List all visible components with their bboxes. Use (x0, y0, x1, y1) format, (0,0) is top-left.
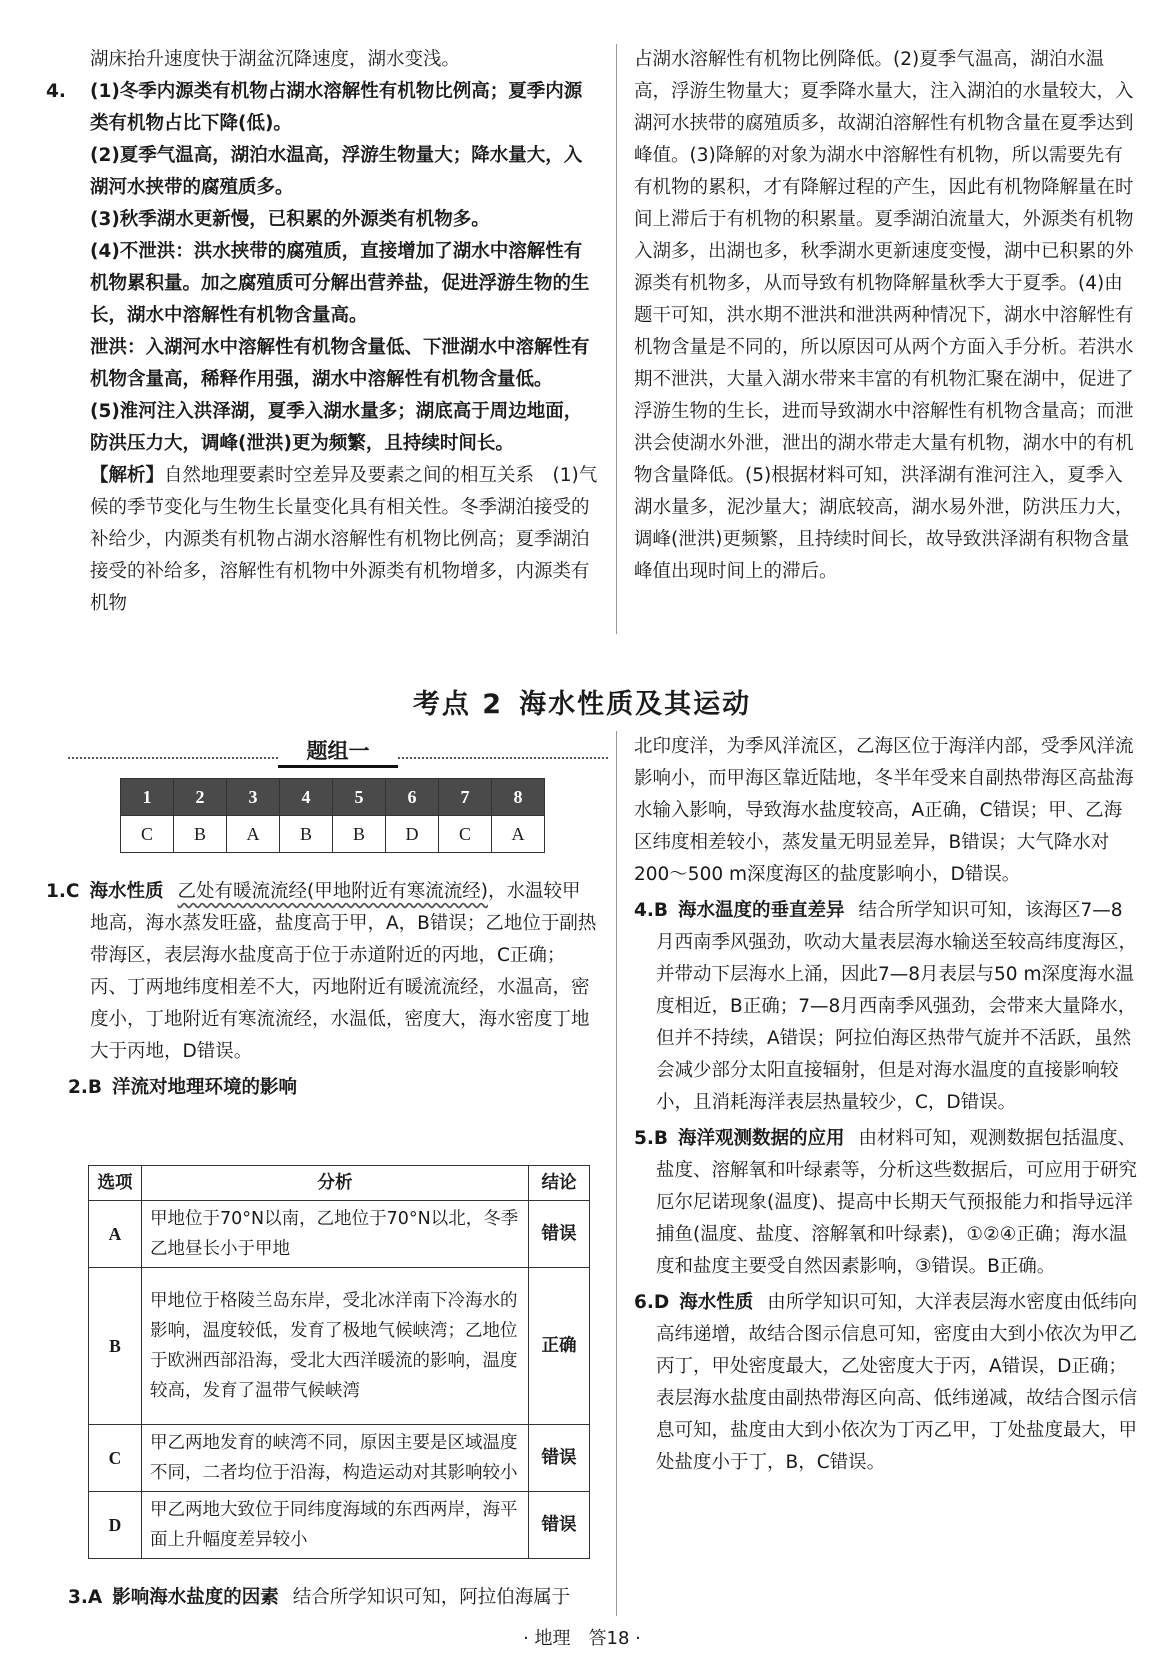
answer-number: 1 (121, 779, 174, 816)
q3-text: 结合所学知识可知，阿拉伯海属于 (292, 1587, 571, 1608)
q4-answer-4a: (4)不泄洪：洪水挟带的腐殖质，直接增加了湖水中溶解性有机物累积量。加之腐殖质可分解出营养盐，促进浮游生物的生长，湖水中溶解性有机物含量高。 (90, 241, 590, 326)
group-rule-right (398, 757, 608, 759)
q2-number: 2.B (68, 1077, 103, 1098)
q1-topic: 海水性质 (89, 881, 164, 902)
section-name: 海水性质及其运动 (519, 689, 752, 720)
answer-letter: A (227, 816, 280, 853)
q3-number: 3.A (68, 1587, 103, 1608)
answer-letter: A (492, 816, 545, 853)
table-row (89, 1425, 590, 1492)
top-left-column (46, 44, 598, 620)
row-result: 错误 (529, 1425, 590, 1492)
answer-number: 3 (227, 779, 280, 816)
answer-letter: B (174, 816, 227, 853)
row-analysis: 甲乙两地大致位于同纬度海域的东西两岸，海平面上升幅度差异较小 (142, 1492, 529, 1559)
group-label: 题组一 (278, 737, 398, 768)
q5-number: 5.B (634, 1128, 669, 1149)
q2-header (68, 1072, 598, 1104)
group-rule-left (68, 757, 278, 759)
q4b-number: 4.B (634, 900, 669, 921)
table-row (89, 1492, 590, 1559)
q3-topic: 影响海水盐度的因素 (112, 1587, 279, 1608)
answer-number: 4 (280, 779, 333, 816)
answer-number: 7 (439, 779, 492, 816)
q4-answer-4b: 泄洪：入湖河水中溶解性有机物含量低、下泄湖水中溶解性有机物含量高，稀释作用强，湖水中溶解性有机物含量低。 (90, 337, 590, 390)
table-row (89, 1268, 590, 1425)
q6-number: 6.D (634, 1292, 670, 1313)
q4-answer-2: (2)夏季气温高，湖泊水温高，浮游生物量大；降水量大，入湖河水挟带的腐殖质多。 (90, 145, 583, 198)
section-title (0, 682, 1164, 721)
answer-letter: C (439, 816, 492, 853)
column-divider-bottom (616, 731, 617, 1616)
q4-analysis: 【解析】自然地理要素时空差异及要素之间的相互关系 (1)气候的季节变化与生物生长量变化具有相关性。冬季湖泊接受的补给少，内源类有机物占湖水溶解性有机物比例高；夏季湖泊接受的补给多，溶解性有机物中外源类有机物增多，内源类有机物 (90, 465, 598, 614)
row-analysis: 甲地位于格陵兰岛东岸，受北冰洋南下冷海水的影响，温度较低，发育了极地气候峡湾；乙地位于欧洲西部沿海，受北大西洋暖流的影响，温度较高，发育了温带气候峡湾 (142, 1268, 529, 1425)
table-header-row (89, 1166, 590, 1201)
q4-number: 4. (46, 81, 66, 102)
q2-analysis-table (88, 1165, 590, 1559)
bottom-right-column (634, 731, 1139, 1479)
row-result: 错误 (529, 1492, 590, 1559)
row-analysis: 甲地位于70°N以南，乙地位于70°N以北，冬季乙地昼长小于甲地 (142, 1201, 529, 1268)
answer-key-letters (121, 816, 545, 853)
header-option: 选项 (89, 1166, 142, 1201)
row-option: D (89, 1492, 142, 1559)
q1-underlined: 乙处有暖流流经(甲地附近有寒流流经) (177, 881, 488, 902)
q1-number: 1.C (46, 881, 80, 902)
answer-key-table (120, 778, 545, 853)
q4-answer-5: (5)淮河注入洪泽湖，夏季入湖水量多；湖底高于周边地面，防洪压力大，调峰(泄洪)更为频繁，且持续时间长。 (90, 401, 583, 454)
q4-analysis-continued: 占湖水溶解性有机物比例降低。(2)夏季气温高，湖泊水温高，浮游生物量大；夏季降水量大，注入湖泊的水量较大，入湖河水挟带的腐殖质多，故湖泊溶解性有机物含量在夏季达到峰值。(3)降解的对象为湖水中溶解性有机物，所以需要先有有机物的累积，才有降解过程的产生，因此有机物降解量在时间上滞后于有机物的积累量。夏季湖泊流量大，外源类有机物入湖多，出湖也多，秋季湖水更新速度变慢，湖中已积累的外源类有机物多，从而导致有机物降解量秋季大于夏季。(4)由题干可知，洪水期不泄洪和泄洪两种情况下，湖水中溶解性有机物含量是不同的，所以原因可从两个方面入手分析。若洪水期不泄洪，大量入湖水带来丰富的有机物汇聚在湖中，促进了浮游生物的生长，进而导致湖水中溶解性有机物含量高；而泄洪会使湖水外泄，泄出的湖水带走大量有机物，湖水中的有机物含量降低。(5)根据材料可知，洪泽湖有淮河注入，夏季入湖水量多，泥沙量大；湖底较高，湖水易外泄，防洪压力大，调峰(泄洪)更频繁，且持续时间长，故导致洪泽湖有积物含量峰值出现时间上的滞后。 (634, 49, 1134, 582)
q6-explanation: 6.D 海水性质 由所学知识可知，大洋表层海水密度由低纬向高纬递增，故结合图示信息可知，密度由大到小依次为甲乙丙丁，甲处密度最大，乙处密度大于丙，A错误，D正确；表层海水盐度由副热带海区向高、低纬递减，故结合图示信息可知，盐度由大到小依次为丁丙乙甲，丁处盐度最大，甲处盐度小于丁，B，C错误。 (634, 1292, 1138, 1473)
row-result: 错误 (529, 1201, 590, 1268)
q4b-topic: 海水温度的垂直差异 (678, 900, 845, 921)
answer-letter: D (386, 816, 439, 853)
q3-explanation-continued: 北印度洋，为季风洋流区，乙海区位于海洋内部，受季风洋流影响小，而甲海区靠近陆地，冬半年受来自副热带海区高盐海水输入影响，导致海水盐度较高，A正确，C错误；甲、乙海区纬度相差较小，蒸发量无明显差异，B错误；大气降水对200～500 m深度海区的盐度影响小，D错误。 (634, 736, 1134, 885)
top-right-column (634, 44, 1139, 588)
row-analysis: 甲乙两地发育的峡湾不同，原因主要是区域温度不同，二者均位于沿海，构造运动对其影响较小 (142, 1425, 529, 1492)
q6-topic: 海水性质 (679, 1292, 754, 1313)
q4-answer-1: 4. (1)冬季内源类有机物占湖水溶解性有机物比例高；夏季内源类有机物占比下降(低)。 (68, 76, 598, 140)
bottom-left-column (46, 876, 598, 1104)
continued-answer-line: 湖床抬升速度快于湖盆沉降速度，湖水变浅。 (90, 49, 461, 70)
answer-number: 5 (333, 779, 386, 816)
answer-number: 8 (492, 779, 545, 816)
column-divider-top (616, 44, 617, 634)
answer-number: 2 (174, 779, 227, 816)
analysis-label: 【解析】 (90, 465, 165, 486)
page-footer: · 地理 答18 · (523, 1628, 641, 1649)
row-option: B (89, 1268, 142, 1425)
answer-letter: B (280, 816, 333, 853)
header-result: 结论 (529, 1166, 590, 1201)
q5-topic: 海洋观测数据的应用 (678, 1128, 845, 1149)
answer-number: 6 (386, 779, 439, 816)
answer-letter: B (333, 816, 386, 853)
answer-letter: C (121, 816, 174, 853)
q2-topic: 洋流对地理环境的影响 (112, 1077, 298, 1098)
q3-start (68, 1582, 598, 1614)
row-option: A (89, 1201, 142, 1268)
answer-key-numbers (121, 779, 545, 816)
row-result: 正确 (529, 1268, 590, 1425)
q4-explanation: 4.B 海水温度的垂直差异 结合所学知识可知，该海区7—8月西南季风强劲，吹动大量表层海水输送至较高纬度海区，并带动下层海水上涌，因此7—8月表层与50 m深度海水温度相近，B正确；7—8月西南季风强劲，会带来大量降水，但并不持续，A错误；阿拉伯海区热带气旋并不活跃，虽然会减少部分太阳直接辐射，但是对海水温度的直接影响较小，且消耗海洋表层热量较少，C，D错误。 (634, 900, 1138, 1113)
header-analysis: 分析 (142, 1166, 529, 1201)
q4-answer-3: (3)秋季湖水更新慢，已积累的外源类有机物多。 (90, 209, 490, 230)
q5-explanation: 5.B 海洋观测数据的应用 由材料可知，观测数据包括温度、盐度、溶解氧和叶绿素等，分析这些数据后，可应用于研究厄尔尼诺现象(温度)、提高中长期天气预报能力和指导远洋捕鱼(温度、盐度、溶解氧和叶绿素)，①②④正确；海水温度和盐度主要受自然因素影响，③错误。B正确。 (634, 1128, 1138, 1277)
table-row (89, 1201, 590, 1268)
group-header (68, 737, 608, 767)
row-option: C (89, 1425, 142, 1492)
section-prefix: 考点 2 (412, 689, 504, 720)
q1-explanation: 1.C 海水性质 乙处有暖流流经(甲地附近有寒流流经)，水温较甲地高，海水蒸发旺盛，盐度高于甲，A，B错误；乙地位于副热带海区，表层海水盐度高于位于赤道附近的丙地，C正确；丙、丁两地纬度相差不大，丙地附近有暖流流经，水温高，密度小，丁地附近有寒流流经，水温低，密度大，海水密度丁地大于丙地，D错误。 (68, 876, 598, 1068)
